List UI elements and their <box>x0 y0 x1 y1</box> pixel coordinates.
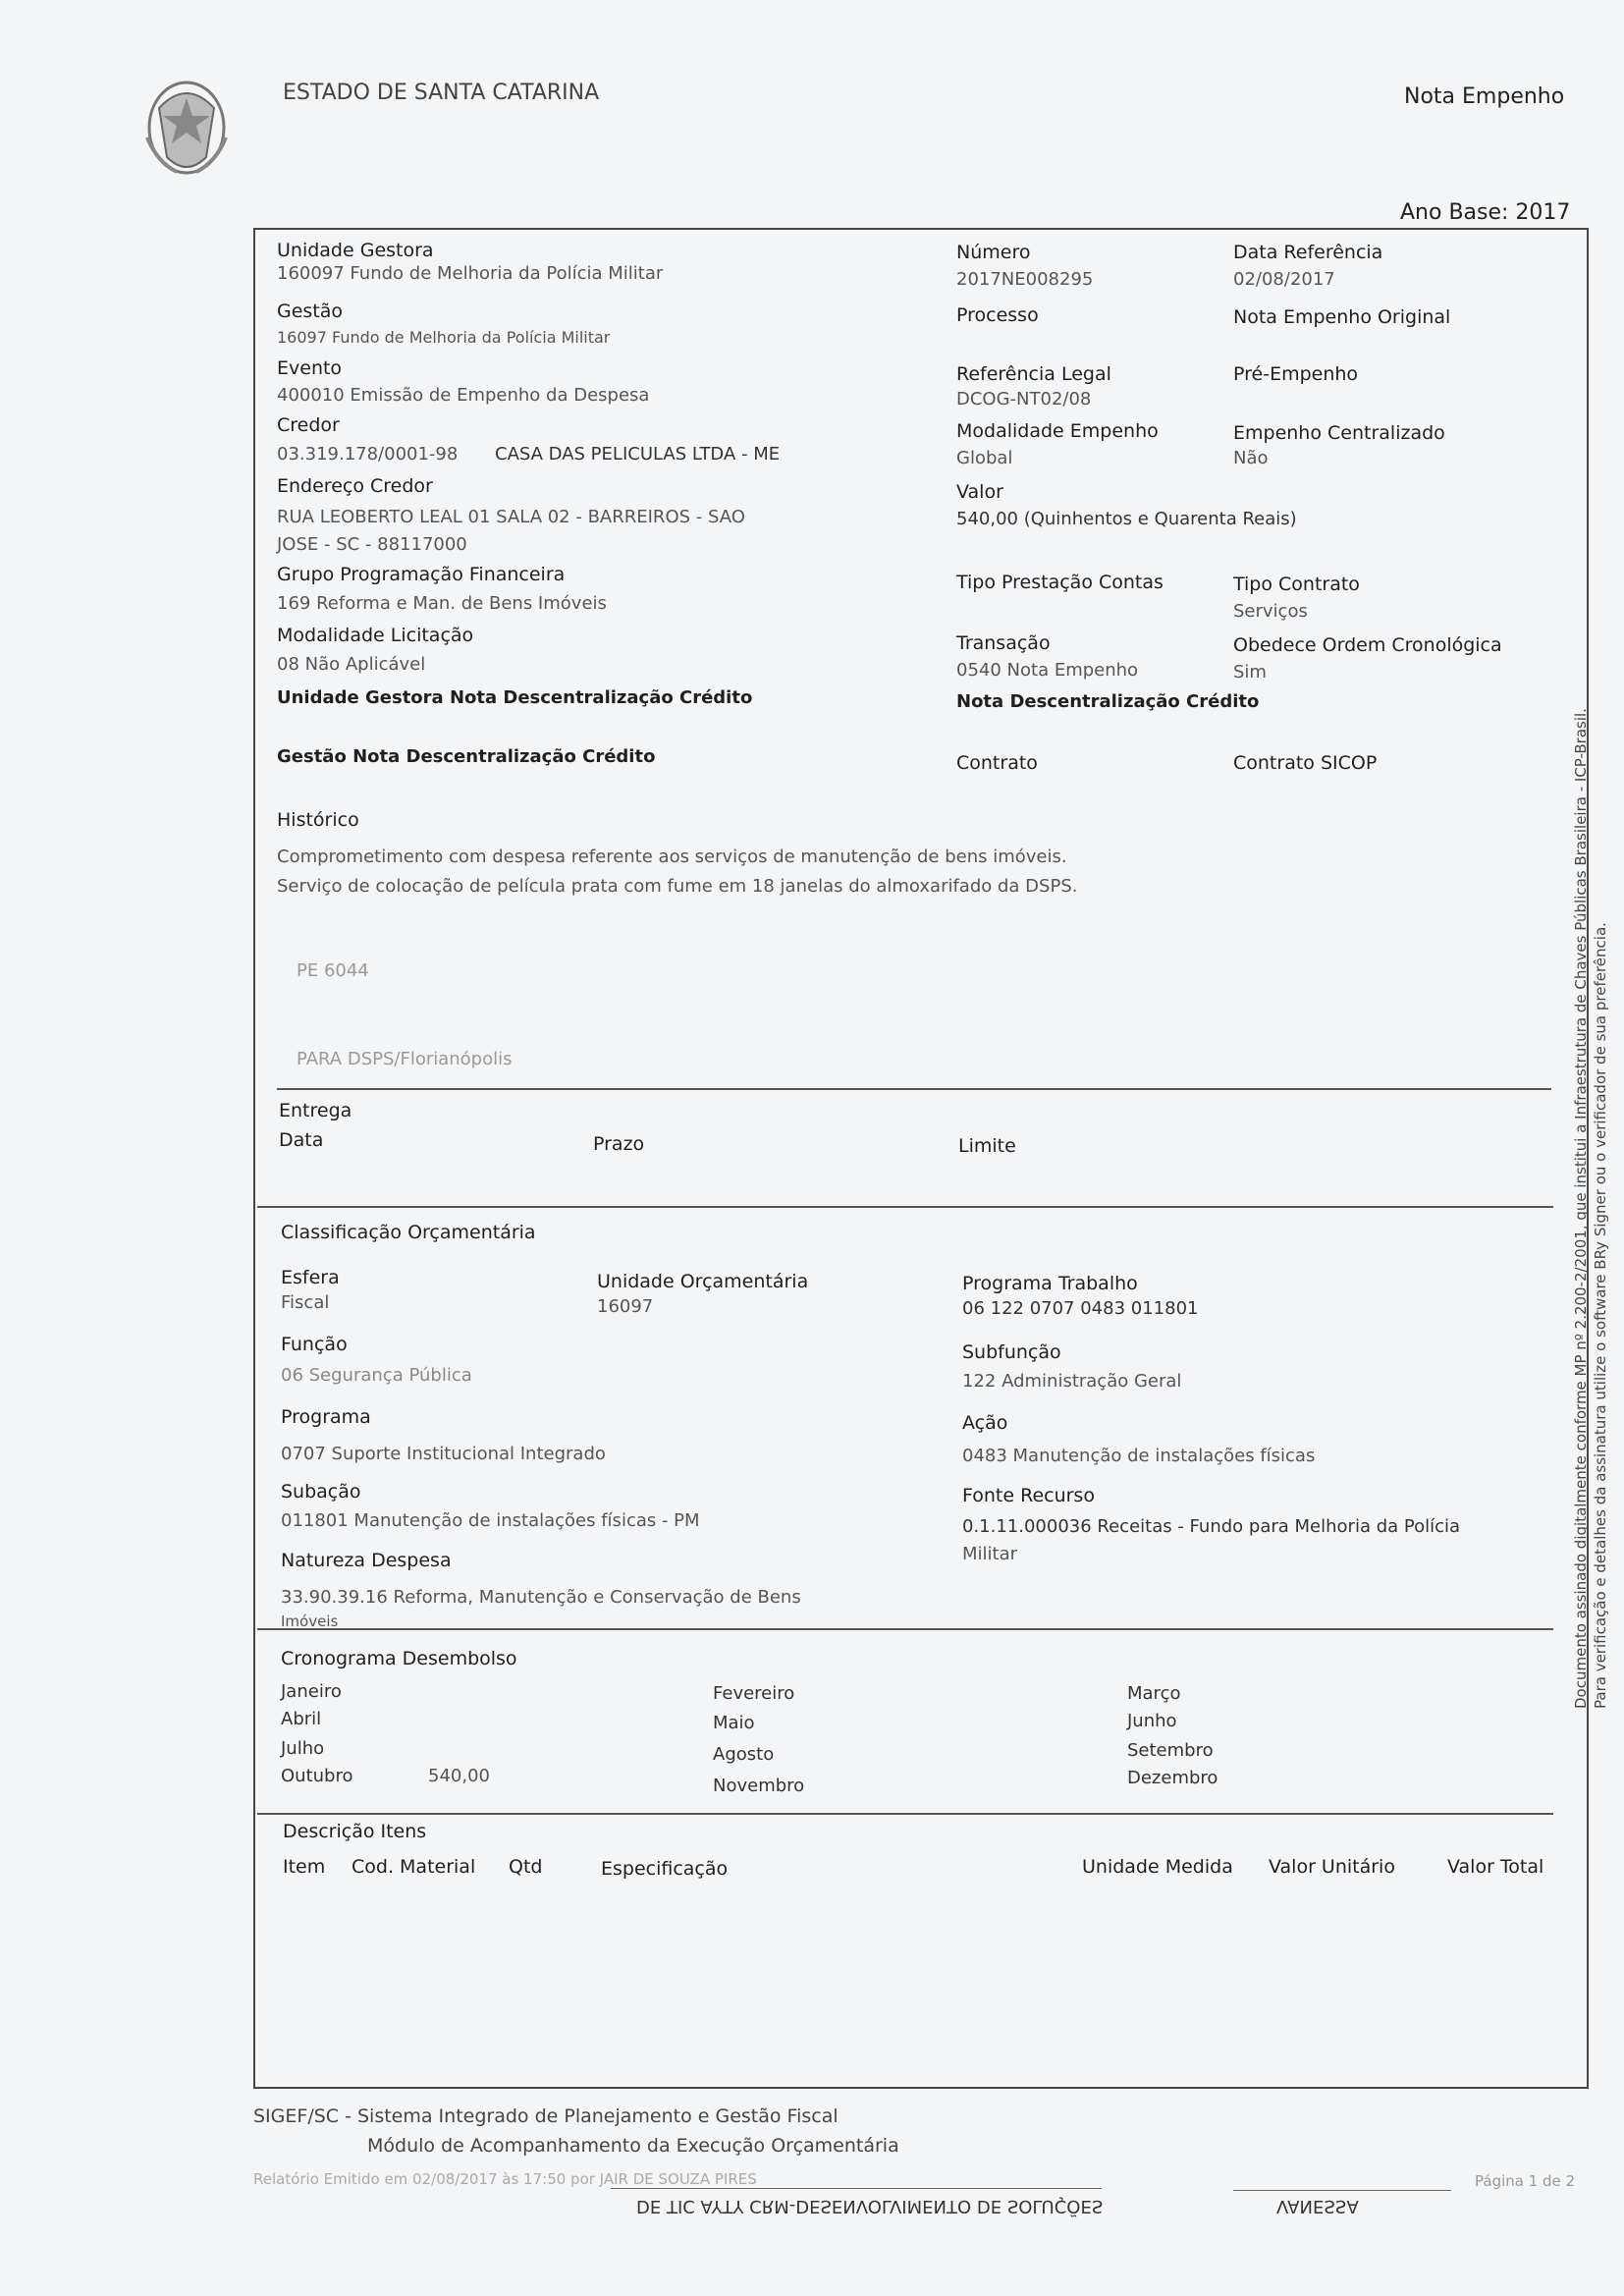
fonte-recurso-value-line2: Militar <box>962 1544 1018 1564</box>
valor-value: 540,00 (Quinhentos e Quarenta Reais) <box>956 509 1297 529</box>
unidade-orcamentaria-value: 16097 <box>597 1296 654 1317</box>
endereco-credor-label: Endereço Credor <box>277 475 433 497</box>
unidade-gestora-value: 160097 Fundo de Melhoria da Polícia Militar <box>277 263 664 284</box>
subfuncao-value: 122 Administração Geral <box>962 1371 1182 1392</box>
historico-label: Histórico <box>277 809 359 831</box>
col-especificacao: Especificação <box>601 1858 729 1880</box>
ordem-cronologica-label: Obedece Ordem Cronológica <box>1233 634 1502 656</box>
classificacao-title: Classificação Orçamentária <box>281 1222 536 1243</box>
stamp-text-right: VANESSA <box>1276 2196 1359 2216</box>
divider <box>257 1813 1553 1815</box>
stamp-text-left: DE TIC AYTY CRM-DESENVOLVIMENTO DE SOLUÇÕES <box>636 2196 1104 2216</box>
tipo-contrato-label: Tipo Contrato <box>1233 574 1360 595</box>
divider <box>257 1206 1553 1208</box>
col-cod-material: Cod. Material <box>352 1856 476 1878</box>
natureza-despesa-value-line1: 33.90.39.16 Reforma, Manutenção e Conservação de Bens <box>281 1587 801 1608</box>
data-referencia-label: Data Referência <box>1233 242 1383 263</box>
programa-value: 0707 Suporte Institucional Integrado <box>281 1444 606 1464</box>
grupo-programacao-label: Grupo Programação Financeira <box>277 564 566 585</box>
grupo-programacao-value: 169 Reforma e Man. de Bens Imóveis <box>277 593 607 614</box>
outubro-value: 540,00 <box>428 1766 490 1786</box>
stamp-signature-line <box>1233 2190 1451 2191</box>
subfuncao-label: Subfunção <box>962 1341 1061 1363</box>
divider <box>277 1088 1551 1090</box>
esfera-label: Esfera <box>281 1267 340 1288</box>
fonte-recurso-value-line1: 0.1.11.000036 Receitas - Fundo para Melhoria da Polícia <box>962 1516 1461 1537</box>
state-name: ESTADO DE SANTA CATARINA <box>283 81 600 105</box>
month-janeiro: Janeiro <box>281 1681 342 1702</box>
entrega-label: Entrega <box>279 1100 352 1121</box>
digital-signature-note <box>1571 560 1610 1709</box>
unidade-gestora-label: Unidade Gestora <box>277 240 434 261</box>
historico-line1: Comprometimento com despesa referente aos serviços de manutenção de bens imóveis. <box>277 847 1067 867</box>
programa-trabalho-label: Programa Trabalho <box>962 1273 1138 1294</box>
month-marco: Março <box>1127 1683 1181 1704</box>
month-setembro: Setembro <box>1127 1740 1214 1761</box>
nota-descentralizacao-label: Nota Descentralização Crédito <box>956 691 1260 712</box>
gestao-label: Gestão <box>277 301 344 322</box>
referencia-legal-label: Referência Legal <box>956 363 1111 385</box>
col-item: Item <box>283 1856 326 1878</box>
transacao-value: 0540 Nota Empenho <box>956 660 1139 681</box>
evento-label: Evento <box>277 357 343 379</box>
historico-line3: PE 6044 <box>297 960 369 981</box>
month-junho: Junho <box>1127 1711 1177 1731</box>
footer-pagina: Página 1 de 2 <box>1475 2172 1576 2190</box>
month-abril: Abril <box>281 1709 322 1729</box>
contrato-label: Contrato <box>956 752 1038 774</box>
month-dezembro: Dezembro <box>1127 1768 1218 1788</box>
data-referencia-value: 02/08/2017 <box>1233 269 1335 290</box>
signature-note-line2: Para verificação e detalhes da assinatura utilize o software BRy Signer ou o verificador de sua preferência. <box>1592 922 1609 1709</box>
funcao-label: Função <box>281 1334 348 1355</box>
modalidade-licitacao-value: 08 Não Aplicável <box>277 654 426 675</box>
tipo-prestacao-contas-label: Tipo Prestação Contas <box>956 572 1164 593</box>
fonte-recurso-label: Fonte Recurso <box>962 1485 1095 1506</box>
nota-empenho-original-label: Nota Empenho Original <box>1233 306 1451 328</box>
acao-label: Ação <box>962 1412 1008 1434</box>
numero-value: 2017NE008295 <box>956 269 1094 290</box>
transacao-label: Transação <box>956 632 1051 654</box>
numero-label: Número <box>956 242 1031 263</box>
modalidade-empenho-value: Global <box>956 448 1013 468</box>
subacao-label: Subação <box>281 1481 361 1503</box>
contrato-sicop-label: Contrato SICOP <box>1233 752 1378 774</box>
empenho-centralizado-value: Não <box>1233 448 1269 468</box>
esfera-value: Fiscal <box>281 1292 330 1313</box>
signature-note-line1: Documento assinado digitalmente conforme MP nº 2.200-2/2001, que institui a Infraestrutura de Chaves Públicas Brasileira - ICP-Brasil. <box>1572 708 1590 1709</box>
modalidade-licitacao-label: Modalidade Licitação <box>277 625 474 646</box>
itens-title: Descrição Itens <box>283 1821 427 1842</box>
month-julho: Julho <box>281 1738 325 1759</box>
month-novembro: Novembro <box>713 1776 805 1796</box>
unidade-orcamentaria-label: Unidade Orçamentária <box>597 1271 809 1292</box>
endereco-line1: RUA LEOBERTO LEAL 01 SALA 02 - BARREIROS - SAO <box>277 507 745 527</box>
pre-empenho-label: Pré-Empenho <box>1233 363 1359 385</box>
historico-line4: PARA DSPS/Florianópolis <box>297 1049 513 1069</box>
natureza-despesa-label: Natureza Despesa <box>281 1550 452 1571</box>
processo-label: Processo <box>956 304 1039 326</box>
ordem-cronologica-value: Sim <box>1233 662 1267 683</box>
subacao-value: 011801 Manutenção de instalações físicas - PM <box>281 1510 700 1531</box>
col-valor-total: Valor Total <box>1447 1856 1544 1878</box>
valor-label: Valor <box>956 481 1003 503</box>
entrega-limite-label: Limite <box>958 1135 1016 1157</box>
divider <box>257 1628 1553 1630</box>
funcao-value: 06 Segurança Pública <box>281 1365 472 1386</box>
historico-line2: Serviço de colocação de película prata com fume em 18 janelas do almoxarifado da DSPS. <box>277 876 1078 897</box>
month-maio: Maio <box>713 1713 755 1733</box>
evento-value: 400010 Emissão de Empenho da Despesa <box>277 385 650 406</box>
gestao-value: 16097 Fundo de Melhoria da Polícia Militar <box>277 328 611 347</box>
entrega-prazo-label: Prazo <box>593 1133 645 1155</box>
gestao-nota-descentralizacao-label: Gestão Nota Descentralização Crédito <box>277 746 656 767</box>
programa-trabalho-value: 06 122 0707 0483 011801 <box>962 1298 1199 1319</box>
col-qtd: Qtd <box>509 1856 543 1878</box>
tipo-contrato-value: Serviços <box>1233 601 1308 622</box>
col-valor-unitario: Valor Unitário <box>1269 1856 1395 1878</box>
month-outubro: Outubro <box>281 1766 353 1786</box>
programa-label: Programa <box>281 1406 371 1428</box>
modalidade-empenho-label: Modalidade Empenho <box>956 420 1159 442</box>
referencia-legal-value: DCOG-NT02/08 <box>956 389 1092 410</box>
acao-value: 0483 Manutenção de instalações físicas <box>962 1446 1316 1466</box>
stamp-signature-line <box>611 2188 1102 2189</box>
cronograma-title: Cronograma Desembolso <box>281 1648 517 1669</box>
footer-system-line2: Módulo de Acompanhamento da Execução Orçamentária <box>367 2135 899 2157</box>
document-type: Nota Empenho <box>1404 84 1565 109</box>
month-agosto: Agosto <box>713 1744 775 1765</box>
month-fevereiro: Fevereiro <box>713 1683 795 1704</box>
ano-base: Ano Base: 2017 <box>1400 200 1571 225</box>
state-coat-of-arms-icon <box>137 69 236 187</box>
endereco-line2: JOSE - SC - 88117000 <box>277 534 467 555</box>
credor-label: Credor <box>277 414 340 436</box>
entrega-data-label: Data <box>279 1129 324 1151</box>
ug-nota-descentralizacao-label: Unidade Gestora Nota Descentralização Crédito <box>277 687 753 708</box>
col-unidade-medida: Unidade Medida <box>1082 1856 1233 1878</box>
footer-emitido: Relatório Emitido em 02/08/2017 às 17:50 por JAIR DE SOUZA PIRES <box>253 2170 757 2188</box>
natureza-despesa-value-line2: Imóveis <box>281 1613 339 1630</box>
footer-system-line1: SIGEF/SC - Sistema Integrado de Planejamento e Gestão Fiscal <box>253 2105 839 2127</box>
credor-cnpj: 03.319.178/0001-98 <box>277 444 459 465</box>
credor-name: CASA DAS PELICULAS LTDA - ME <box>495 444 781 465</box>
empenho-centralizado-label: Empenho Centralizado <box>1233 422 1445 444</box>
